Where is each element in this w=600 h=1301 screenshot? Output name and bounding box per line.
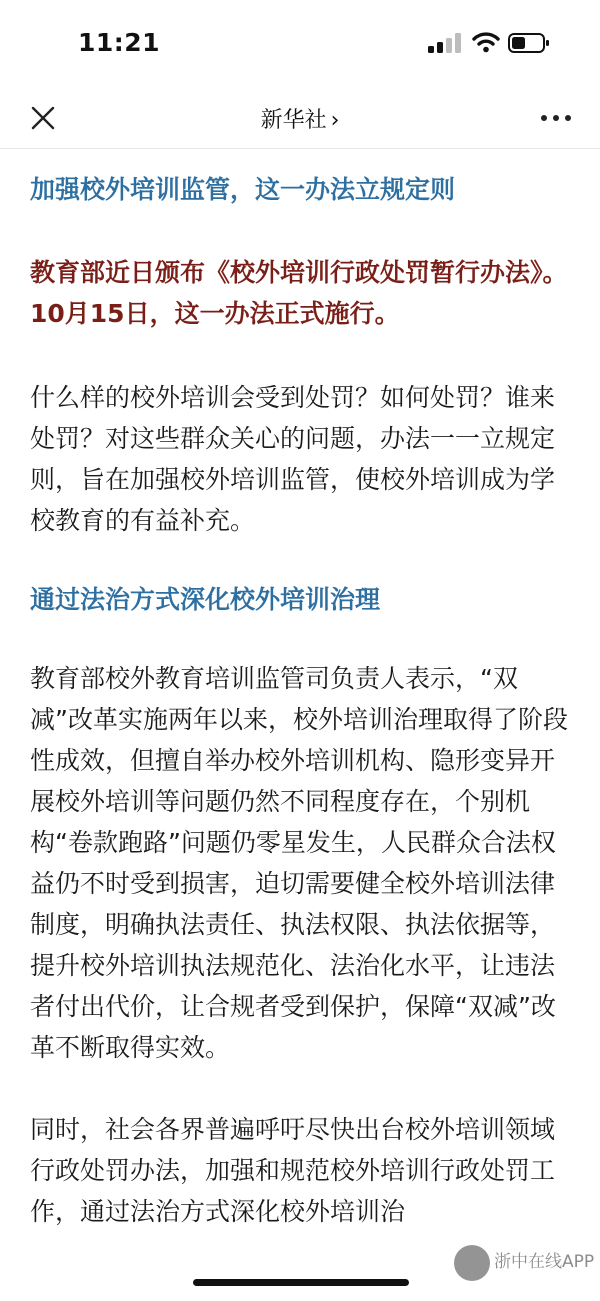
paragraph: 同时，社会各界普遍呼吁尽快出台校外培训领域行政处罚办法，加强和规范校外培训行政处罚工作，通过法治方式深化校外培训治 [30, 1115, 556, 1226]
account-title-link[interactable] [0, 103, 600, 134]
source-watermark [448, 1241, 600, 1287]
more-icon[interactable] [538, 106, 574, 130]
chevron-right-icon: › [330, 108, 340, 133]
article-title: 加强校外培训监管，这一办法立规定则 [30, 175, 456, 204]
status-bar [0, 0, 600, 86]
cellular-signal-icon [428, 32, 462, 54]
battery-icon [508, 33, 550, 53]
account-name: 新华社 [260, 108, 327, 133]
status-time: 11:21 [78, 28, 161, 57]
paragraph: 什么样的校外培训会受到处罚？如何处罚？谁来处罚？对这些群众关心的问题，办法一一立规定则，旨在加强校外培训监管，使校外培训成为学校教育的有益补充。 [30, 383, 556, 535]
paragraph: 教育部校外教育培训监管司负责人表示，“双减”改革实施两年以来，校外培训治理取得了阶段性成效，但擅自举办校外培训机构、隐形变异开展校外培训等问题仍然不同程度存在，个别机构“卷款跑路”问题仍零星发生，人民群众合法权益仍不时受到损害，迫切需要健全校外培训法律制度，明确执法责任、执法权限、执法依据等，提升校外培训执法规范化、法治化水平，让违法者付出代价，让合规者受到保护，保障“双减”改革不断取得实效。 [30, 664, 568, 1062]
section-heading: 通过法治方式深化校外培训治理 [30, 585, 381, 614]
article-lead: 教育部近日颁布《校外培训行政处罚暂行办法》。10月15日，这一办法正式施行。 [30, 258, 568, 328]
nav-bar [0, 86, 600, 149]
watermark-logo-icon [454, 1245, 490, 1281]
wifi-icon [472, 31, 500, 53]
article-body [30, 172, 572, 1232]
home-indicator[interactable] [193, 1279, 409, 1286]
watermark-text: 浙中在线APP [494, 1252, 595, 1272]
